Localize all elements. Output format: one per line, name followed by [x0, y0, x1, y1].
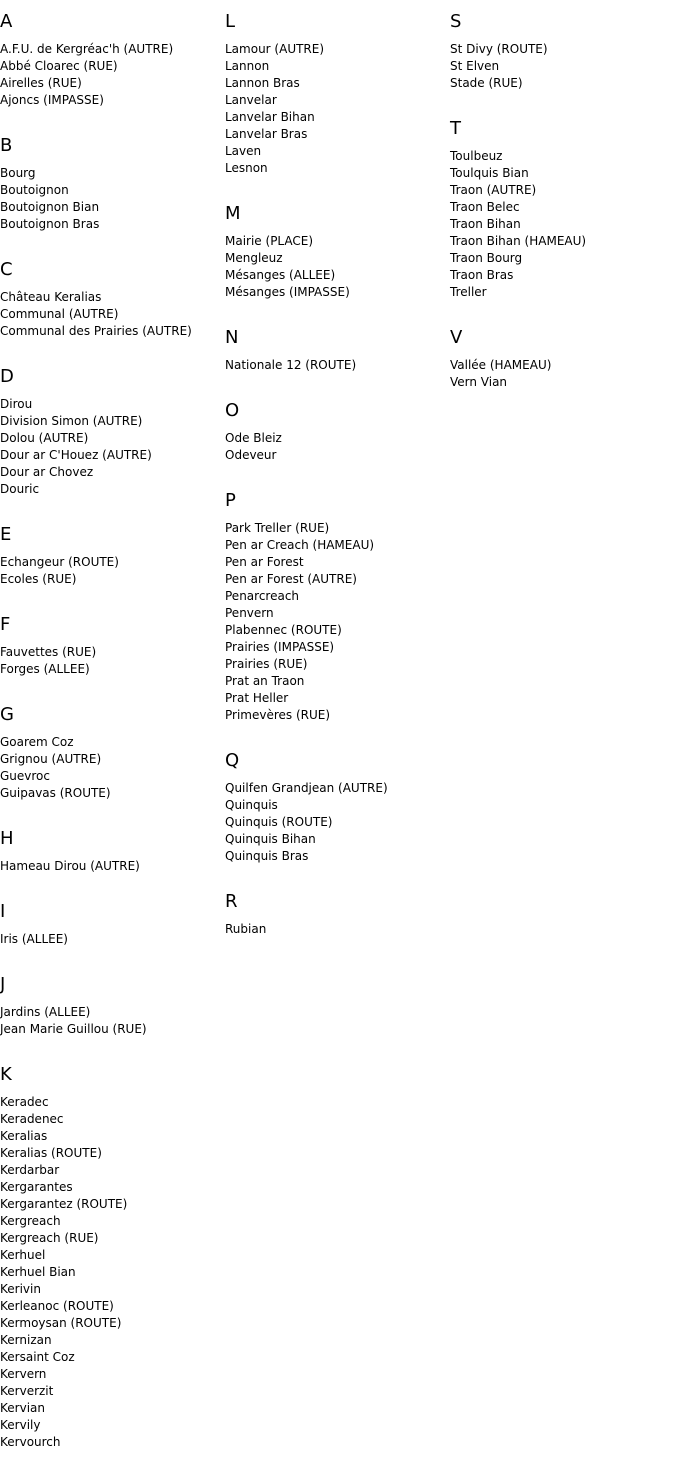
street-link[interactable]: Kernizan: [0, 1333, 52, 1347]
street-link[interactable]: Kerverzit: [0, 1384, 54, 1398]
letter-group: [0, 135, 225, 233]
street-link[interactable]: Kerhuel Bian: [0, 1265, 76, 1279]
street-link[interactable]: Ecoles (RUE): [0, 572, 77, 586]
street-list: [225, 41, 450, 177]
street-link[interactable]: Penvern: [225, 606, 274, 620]
street-link[interactable]: Lanvelar Bihan: [225, 110, 315, 124]
letter-heading: R: [225, 891, 238, 912]
street-link[interactable]: Prairies (RUE): [225, 657, 308, 671]
street-list: [225, 233, 450, 301]
street-link[interactable]: Quinquis: [225, 798, 278, 812]
letter-heading: Q: [225, 750, 240, 771]
letter-heading: D: [0, 366, 14, 387]
street-list: [0, 165, 225, 233]
street-link[interactable]: Bourg: [0, 166, 36, 180]
street-link[interactable]: Kerleanoc (ROUTE): [0, 1299, 114, 1313]
letter-heading: H: [0, 828, 14, 849]
street-link[interactable]: Lamour (AUTRE): [225, 42, 325, 56]
street-link[interactable]: Kergreach (RUE): [0, 1231, 99, 1245]
street-link[interactable]: A.F.U. de Kergréac'h (AUTRE): [0, 42, 174, 56]
street-link[interactable]: Mairie (PLACE): [225, 234, 314, 248]
letter-group: [0, 901, 225, 948]
street-link[interactable]: Prat Heller: [225, 691, 289, 705]
street-link[interactable]: Ode Bleiz: [225, 431, 282, 445]
letter-heading: N: [225, 327, 239, 348]
index-column: [0, 0, 225, 1451]
street-link[interactable]: Kerhuel: [0, 1248, 46, 1262]
street-link[interactable]: Traon (AUTRE): [450, 183, 537, 197]
street-link[interactable]: Lanvelar Bras: [225, 127, 308, 141]
street-list: [450, 357, 675, 391]
letter-heading: C: [0, 259, 13, 280]
letter-heading: E: [0, 524, 12, 545]
street-link[interactable]: Kergreach: [0, 1214, 61, 1228]
index-column: [225, 0, 450, 938]
street-link[interactable]: Airelles (RUE): [0, 76, 82, 90]
street-link[interactable]: Dour ar Chovez: [0, 465, 94, 479]
street-list: [0, 554, 225, 588]
letter-group: [225, 11, 450, 177]
street-link[interactable]: Mengleuz: [225, 251, 283, 265]
street-link[interactable]: Kervern: [0, 1367, 47, 1381]
letter-group: [225, 327, 450, 374]
street-list: [0, 396, 225, 498]
street-list: [0, 734, 225, 802]
street-link[interactable]: Traon Bras: [450, 268, 514, 282]
letter-group: [225, 490, 450, 724]
street-list: [0, 1094, 225, 1451]
street-link[interactable]: Lannon Bras: [225, 76, 300, 90]
street-link[interactable]: Pen ar Forest: [225, 555, 304, 569]
letter-heading: K: [0, 1064, 12, 1085]
letter-group: [0, 524, 225, 588]
letter-heading: F: [0, 614, 11, 635]
street-link[interactable]: Lannon: [225, 59, 270, 73]
street-list: [225, 921, 450, 938]
letter-heading: L: [225, 11, 236, 32]
street-link[interactable]: Kermoysan (ROUTE): [0, 1316, 122, 1330]
street-link[interactable]: Boutoignon: [0, 183, 69, 197]
street-link[interactable]: Prairies (IMPASSE): [225, 640, 335, 654]
street-link[interactable]: Toulquis Bian: [450, 166, 529, 180]
street-link[interactable]: Lesnon: [225, 161, 268, 175]
street-link[interactable]: Traon Bihan: [450, 217, 521, 231]
street-link[interactable]: Kervourch: [0, 1435, 61, 1449]
street-link[interactable]: Division Simon (AUTRE): [0, 414, 143, 428]
street-link[interactable]: Keralias (ROUTE): [0, 1146, 102, 1160]
street-link[interactable]: St Elven: [450, 59, 500, 73]
street-link[interactable]: Vern Vian: [450, 375, 508, 389]
letter-heading: V: [450, 327, 463, 348]
street-link[interactable]: Echangeur (ROUTE): [0, 555, 119, 569]
street-list: [450, 41, 675, 92]
letter-heading: T: [450, 118, 461, 139]
street-link[interactable]: Odeveur: [225, 448, 277, 462]
street-link[interactable]: Rubian: [225, 922, 267, 936]
street-link[interactable]: Lanvelar: [225, 93, 277, 107]
street-link[interactable]: Kergarantes: [0, 1180, 73, 1194]
letter-group: [0, 11, 225, 109]
street-link[interactable]: Dolou (AUTRE): [0, 431, 89, 445]
street-link[interactable]: Toulbeuz: [450, 149, 503, 163]
street-link[interactable]: Nationale 12 (ROUTE): [225, 358, 357, 372]
street-link[interactable]: Communal des Prairies (AUTRE): [0, 324, 192, 338]
street-link[interactable]: Kerivin: [0, 1282, 41, 1296]
letter-group: [0, 259, 225, 340]
index-column: [450, 0, 675, 391]
street-link[interactable]: Kervily: [0, 1418, 41, 1432]
letter-group: [450, 11, 675, 92]
street-link[interactable]: Treller: [450, 285, 487, 299]
letter-group: [0, 704, 225, 802]
street-link[interactable]: Traon Bourg: [450, 251, 523, 265]
street-link[interactable]: Primevères (RUE): [225, 708, 331, 722]
letter-heading: I: [0, 901, 6, 922]
street-link[interactable]: Fauvettes (RUE): [0, 645, 97, 659]
letter-heading: A: [0, 11, 13, 32]
street-list: [0, 41, 225, 109]
street-link[interactable]: Keradenec: [0, 1112, 64, 1126]
street-link[interactable]: Traon Bihan (HAMEAU): [450, 234, 587, 248]
street-list: [0, 931, 225, 948]
street-link[interactable]: Communal (AUTRE): [0, 307, 119, 321]
street-link[interactable]: Boutoignon Bian: [0, 200, 100, 214]
street-link[interactable]: Penarcreach: [225, 589, 300, 603]
street-link[interactable]: Laven: [225, 144, 262, 158]
letter-heading: O: [225, 400, 240, 421]
letter-group: [0, 614, 225, 678]
letter-heading: S: [450, 11, 462, 32]
letter-heading: G: [0, 704, 14, 725]
street-link[interactable]: St Divy (ROUTE): [450, 42, 548, 56]
letter-heading: P: [225, 490, 236, 511]
street-list: [0, 644, 225, 678]
street-list: [0, 289, 225, 340]
letter-group: [225, 750, 450, 865]
street-link[interactable]: Stade (RUE): [450, 76, 523, 90]
street-link[interactable]: Guipavas (ROUTE): [0, 786, 111, 800]
letter-group: [450, 118, 675, 301]
letter-group: [0, 974, 225, 1038]
street-link[interactable]: Quinquis Bihan: [225, 832, 316, 846]
street-list: [0, 1004, 225, 1038]
letter-heading: J: [0, 974, 6, 995]
street-list: [225, 430, 450, 464]
street-link[interactable]: Dirou: [0, 397, 33, 411]
street-link[interactable]: Château Keralias: [0, 290, 102, 304]
letter-group: [225, 891, 450, 938]
street-list: [225, 780, 450, 865]
letter-group: [225, 203, 450, 301]
street-link[interactable]: Kerdarbar: [0, 1163, 60, 1177]
street-link[interactable]: Grignou (AUTRE): [0, 752, 102, 766]
letter-group: [0, 366, 225, 498]
street-link[interactable]: Jean Marie Guillou (RUE): [0, 1022, 147, 1036]
street-link[interactable]: Jardins (ALLEE): [0, 1005, 91, 1019]
street-link[interactable]: Dour ar C'Houez (AUTRE): [0, 448, 152, 462]
street-link[interactable]: Pen ar Forest (AUTRE): [225, 572, 357, 586]
street-link[interactable]: Traon Belec: [450, 200, 520, 214]
street-link[interactable]: Ajoncs (IMPASSE): [0, 93, 104, 107]
street-link[interactable]: Keradec: [0, 1095, 49, 1109]
street-link[interactable]: Mésanges (ALLEE): [225, 268, 336, 282]
street-list: [0, 858, 225, 875]
street-link[interactable]: Pen ar Creach (HAMEAU): [225, 538, 375, 552]
letter-group: [450, 327, 675, 391]
street-link[interactable]: Guevroc: [0, 769, 50, 783]
letter-group: [0, 828, 225, 875]
street-link[interactable]: Quilfen Grandjean (AUTRE): [225, 781, 388, 795]
street-link[interactable]: Forges (ALLEE): [0, 662, 90, 676]
street-link[interactable]: Douric: [0, 482, 40, 496]
street-list: [450, 148, 675, 301]
street-list: [225, 357, 450, 374]
street-link[interactable]: Hameau Dirou (AUTRE): [0, 859, 140, 873]
street-link[interactable]: Park Treller (RUE): [225, 521, 330, 535]
letter-group: [0, 1064, 225, 1451]
street-link[interactable]: Iris (ALLEE): [0, 932, 68, 946]
letter-heading: B: [0, 135, 13, 156]
street-link[interactable]: Quinquis (ROUTE): [225, 815, 333, 829]
street-link[interactable]: Goarem Coz: [0, 735, 74, 749]
street-link[interactable]: Kergarantez (ROUTE): [0, 1197, 128, 1211]
street-link[interactable]: Plabennec (ROUTE): [225, 623, 342, 637]
street-link[interactable]: Kersaint Coz: [0, 1350, 75, 1364]
street-link[interactable]: Mésanges (IMPASSE): [225, 285, 350, 299]
street-list: [225, 520, 450, 724]
street-link[interactable]: Vallée (HAMEAU): [450, 358, 552, 372]
street-link[interactable]: Quinquis Bras: [225, 849, 309, 863]
letter-group: [225, 400, 450, 464]
street-link[interactable]: Abbé Cloarec (RUE): [0, 59, 118, 73]
street-link[interactable]: Prat an Traon: [225, 674, 305, 688]
street-link[interactable]: Keralias: [0, 1129, 48, 1143]
street-link[interactable]: Kervian: [0, 1401, 45, 1415]
letter-heading: M: [225, 203, 241, 224]
street-link[interactable]: Boutoignon Bras: [0, 217, 100, 231]
